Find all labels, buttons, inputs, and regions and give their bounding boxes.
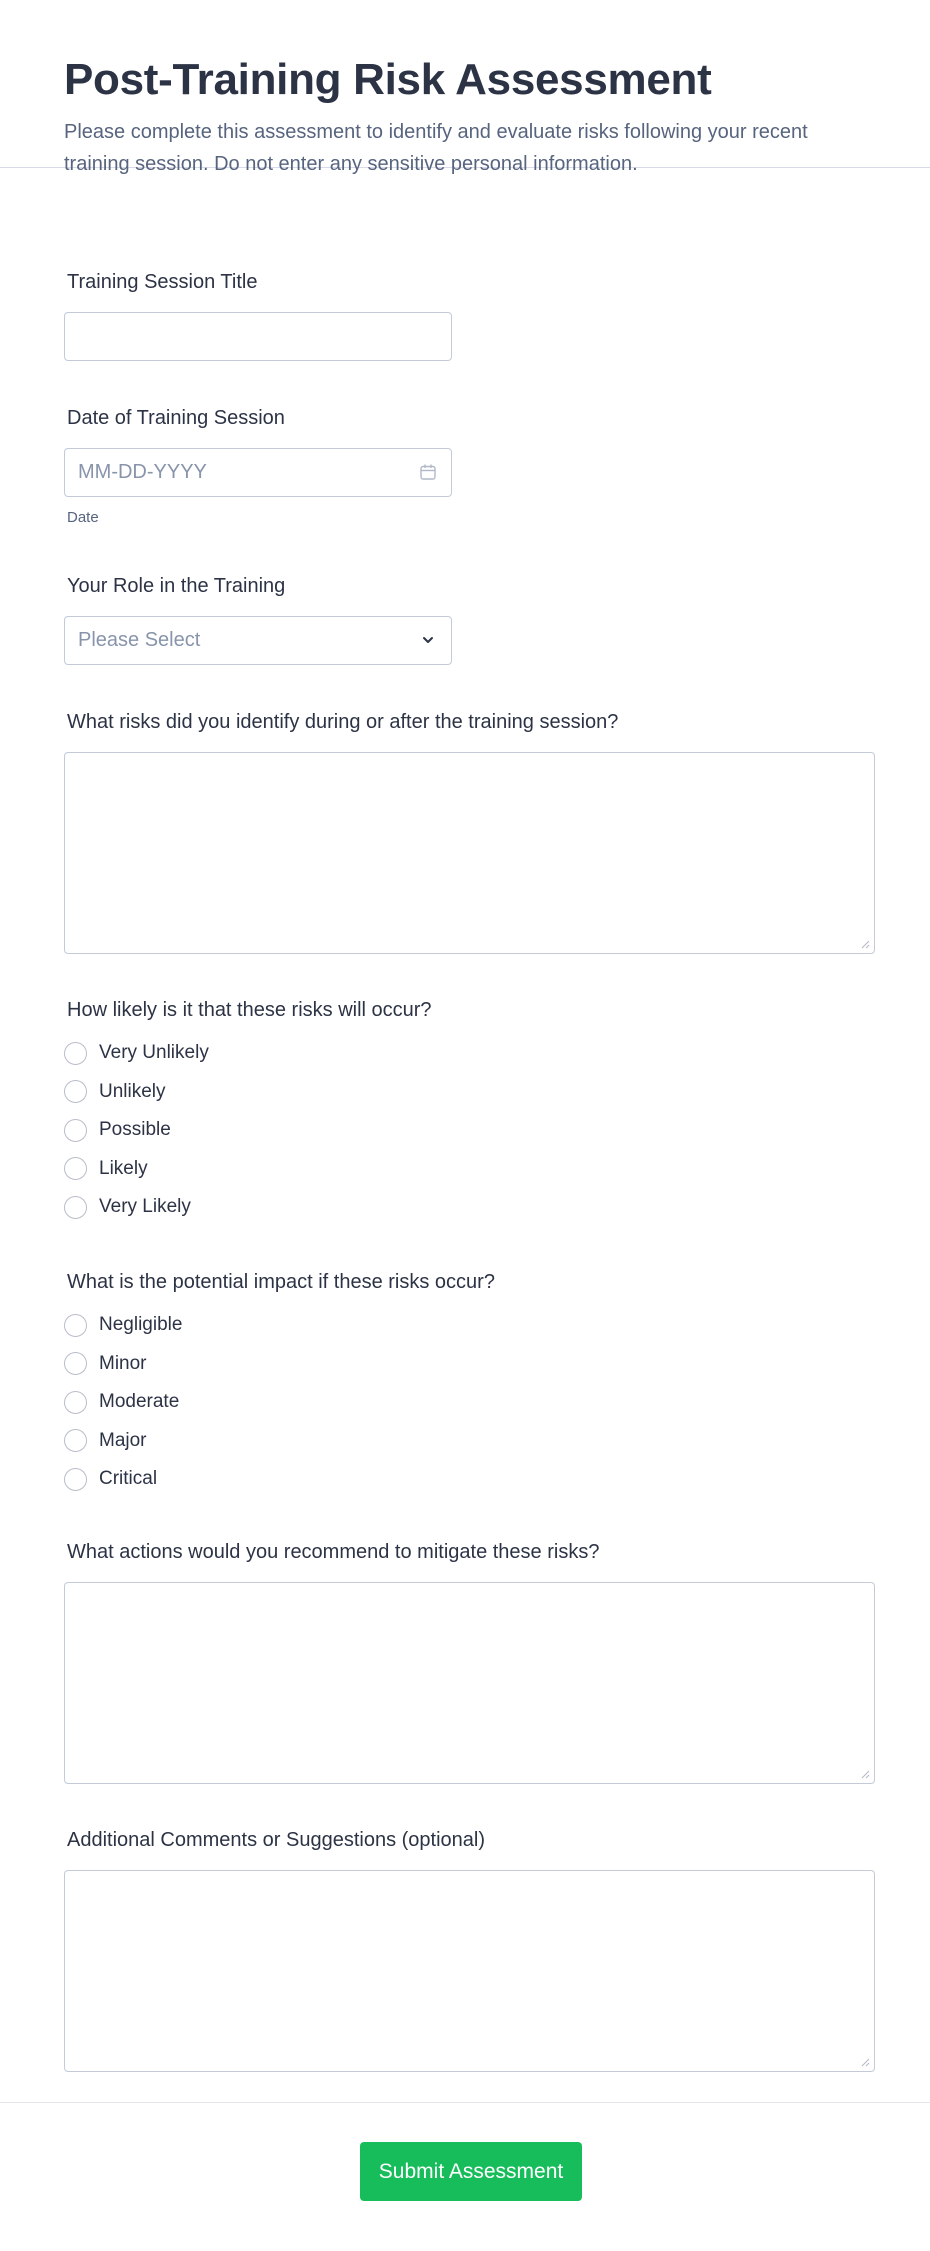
impact-option-moderate[interactable]: Moderate <box>64 1383 495 1422</box>
risks-textarea[interactable] <box>64 752 875 954</box>
comments-label: Additional Comments or Suggestions (optional) <box>67 1829 485 1851</box>
session-date-label: Date of Training Session <box>67 407 285 429</box>
radio-button[interactable] <box>64 1157 87 1180</box>
likelihood-options <box>64 1034 432 1227</box>
likelihood-field <box>64 996 432 1227</box>
risks-field <box>64 708 875 954</box>
role-select[interactable] <box>64 616 452 665</box>
radio-button[interactable] <box>64 1042 87 1065</box>
impact-option-major[interactable]: Major <box>64 1422 495 1461</box>
likelihood-option-likely[interactable]: Likely <box>64 1150 432 1189</box>
role-label: Your Role in the Training <box>67 575 286 597</box>
session-date-input[interactable] <box>64 448 452 497</box>
resize-grip-icon[interactable] <box>860 2057 870 2067</box>
radio-button[interactable] <box>64 1429 87 1452</box>
role-placeholder: Please Select <box>78 629 201 651</box>
session-title-input[interactable] <box>64 312 452 361</box>
session-date-field <box>64 404 452 526</box>
likelihood-option-very-unlikely[interactable]: Very Unlikely <box>64 1034 432 1073</box>
radio-button[interactable] <box>64 1391 87 1414</box>
likelihood-option-very-likely[interactable]: Very Likely <box>64 1188 432 1227</box>
role-field <box>64 572 452 665</box>
likelihood-label: How likely is it that these risks will occur? <box>67 999 432 1021</box>
actions-field <box>64 1538 875 1784</box>
resize-grip-icon[interactable] <box>860 939 870 949</box>
radio-button[interactable] <box>64 1314 87 1337</box>
comments-field <box>64 1826 875 2072</box>
radio-button[interactable] <box>64 1119 87 1142</box>
impact-options <box>64 1306 495 1499</box>
session-title-label: Training Session Title <box>67 271 258 293</box>
impact-option-minor[interactable]: Minor <box>64 1345 495 1384</box>
session-title-field <box>64 268 452 361</box>
resize-grip-icon[interactable] <box>860 1769 870 1779</box>
chevron-down-icon <box>419 631 437 649</box>
risks-label: What risks did you identify during or after the training session? <box>67 711 619 733</box>
radio-button[interactable] <box>64 1468 87 1491</box>
impact-option-negligible[interactable]: Negligible <box>64 1306 495 1345</box>
comments-textarea[interactable] <box>64 1870 875 2072</box>
form-header <box>0 0 930 175</box>
radio-button[interactable] <box>64 1080 87 1103</box>
form-footer <box>0 2102 930 2251</box>
actions-textarea[interactable] <box>64 1582 875 1784</box>
page-title: Post-Training Risk Assessment <box>64 55 712 104</box>
radio-button[interactable] <box>64 1196 87 1219</box>
session-date-placeholder: MM-DD-YYYY <box>78 461 207 483</box>
submit-button[interactable]: Submit Assessment <box>360 2142 582 2201</box>
likelihood-option-possible[interactable]: Possible <box>64 1111 432 1150</box>
impact-field <box>64 1268 495 1499</box>
impact-label: What is the potential impact if these risks occur? <box>67 1271 495 1293</box>
calendar-icon[interactable] <box>419 463 437 481</box>
radio-button[interactable] <box>64 1352 87 1375</box>
impact-option-critical[interactable]: Critical <box>64 1460 495 1499</box>
likelihood-option-unlikely[interactable]: Unlikely <box>64 1073 432 1112</box>
page-subtitle: Please complete this assessment to identify and evaluate risks following your recent training session. Do not enter any sensitive personal information. <box>64 121 808 175</box>
actions-label: What actions would you recommend to mitigate these risks? <box>67 1541 600 1563</box>
session-date-sublabel: Date <box>67 509 99 526</box>
